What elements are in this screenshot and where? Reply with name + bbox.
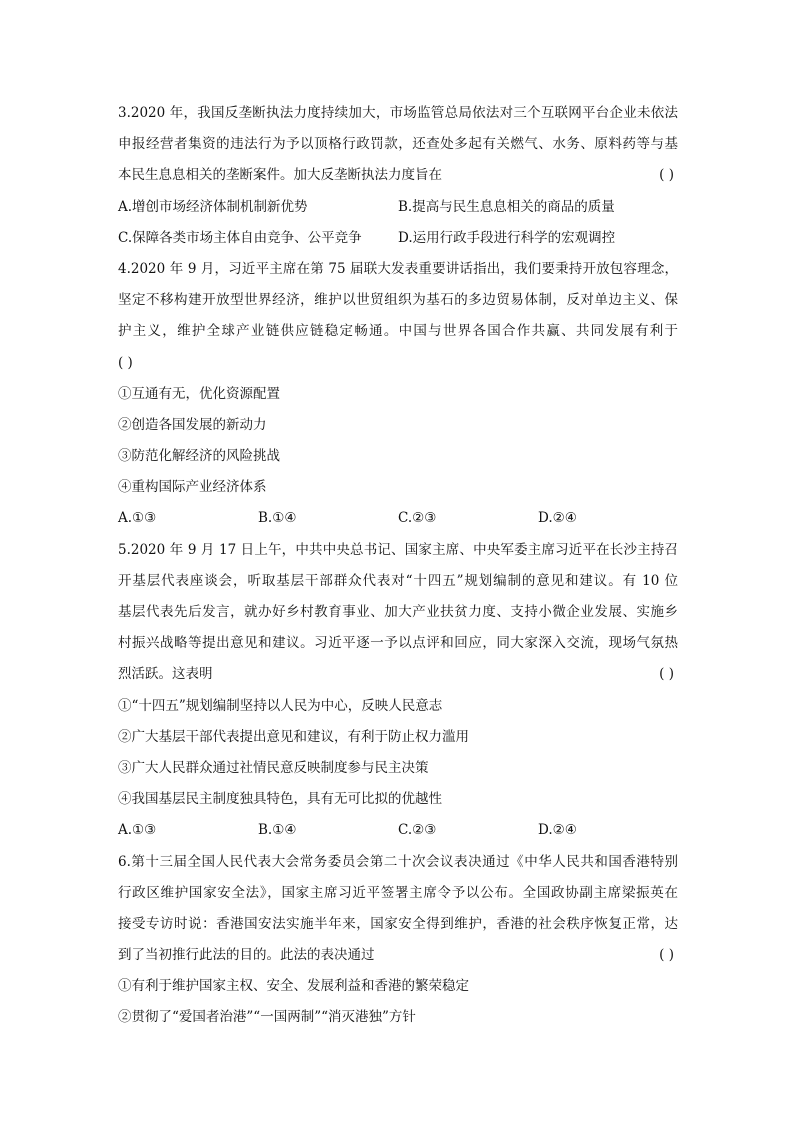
statement-item: ④我国基层民主制度独具特色，具有无可比拟的优越性 <box>118 791 442 808</box>
question-4-line-1: 4.2020 年 9 月，习近平主席在第 75 届联大发表重要讲话指出，我们要秉持开放包容理念， <box>118 260 678 277</box>
question-5-line-3: 基层代表先后发言，就办好乡村教育事业、加大产业扶贫力度、支持小微企业发展、实施乡 <box>118 604 678 620</box>
question-3-line-1: 3.2020 年，我国反垄断执法力度持续加大，市场监管总局依法对三个互联网平台企业未依法 <box>118 105 678 121</box>
question-5-line-2: 开基层代表座谈会，听取基层干部群众代表对“十四五”规划编制的意见和建议。有 10 位 <box>118 572 678 589</box>
question-5-stem-end: 烈活跃。这表明 <box>118 666 213 683</box>
question-5-options <box>118 815 678 846</box>
statement-item: ②广大基层干部代表提出意见和建议，有利于防止权力滥用 <box>118 728 469 745</box>
option-b: B.①④ <box>258 510 297 527</box>
statement-item: ②创造各国发展的新动力 <box>118 416 267 433</box>
option-b: B.①④ <box>258 822 297 839</box>
statement-item: ②贯彻了“爱国者治港”“一国两制”“消灭港独”方针 <box>118 1009 416 1026</box>
option-c: C.②③ <box>398 822 437 839</box>
statement-item: ④重构国际产业经济体系 <box>118 479 267 496</box>
question-6-stem-end: 到了当初推行此法的目的。此法的表决通过 <box>118 947 375 964</box>
exam-page <box>118 98 678 1034</box>
option-b: B.提高与民生息息相关的商品的质量 <box>398 198 615 215</box>
statement-item: ①互通有无，优化资源配置 <box>118 385 280 402</box>
question-4-options <box>118 503 678 534</box>
statement-item: ③防范化解经济的风险挑战 <box>118 448 280 465</box>
question-6-line-4 <box>118 940 678 971</box>
option-c: C.保障各类市场主体自由竞争、公平竞争 <box>118 229 362 246</box>
statement-item: ③广大人民群众通过社情民意反映制度参与民主决策 <box>118 759 429 776</box>
question-6-line-2: 行政区维护国家安全法》，国家主席习近平签署主席令予以公布。全国政协副主席梁振英在 <box>118 884 678 901</box>
question-5-line-1: 5.2020 年 9 月 17 日上午，中共中央总书记、国家主席、中央军委主席习近平在长沙主持召 <box>118 541 678 558</box>
option-d: D.②④ <box>538 510 577 527</box>
statement-item: ①“十四五”规划编制坚持以人民为中心，反映人民意志 <box>118 697 443 714</box>
option-a: A.①③ <box>118 510 157 527</box>
question-3-options-row-2 <box>118 223 678 254</box>
question-6-line-3: 接受专访时说：香港国安法实施半年来，国家安全得到维护，香港的社会秩序恢复正常，达 <box>118 915 678 932</box>
question-5 <box>118 535 678 847</box>
question-4 <box>118 254 678 535</box>
option-a: A.增创市场经济体制机制新优势 <box>118 198 308 215</box>
question-5-line-5 <box>118 659 678 690</box>
question-3 <box>118 98 678 254</box>
question-6 <box>118 847 678 1034</box>
question-3-line-3 <box>118 160 678 191</box>
question-4-line-2: 坚定不移构建开放型世界经济，维护以世贸组织为基石的多边贸易体制，反对单边主义、保 <box>118 292 678 309</box>
option-a: A.①③ <box>118 822 157 839</box>
question-5-line-4: 村振兴战略等提出意见和建议。习近平逐一予以点评和回应，同大家深入交流，现场气氛热 <box>118 635 678 652</box>
option-d: D.运用行政手段进行科学的宏观调控 <box>398 229 616 246</box>
option-c: C.②③ <box>398 510 437 527</box>
question-3-stem-end: 本民生息息相关的垄断案件。加大反垄断执法力度旨在 <box>118 167 442 184</box>
statement-item: ①有利于维护国家主权、安全、发展利益和香港的繁荣稳定 <box>118 978 469 995</box>
answer-paren: ( ) <box>118 354 133 371</box>
question-3-options-row-1 <box>118 192 678 223</box>
answer-paren: ( ) <box>659 947 674 964</box>
question-6-line-1: 6.第十三届全国人民代表大会常务委员会第二十次会议表决通过《中华人民共和国香港特别 <box>118 853 678 870</box>
answer-paren: ( ) <box>659 666 674 683</box>
question-4-line-3: 护主义，维护全球产业链供应链稳定畅通。中国与世界各国合作共赢、共同发展有利于 <box>118 323 678 340</box>
option-d: D.②④ <box>538 822 577 839</box>
answer-paren: ( ) <box>659 167 674 184</box>
question-3-line-2: 申报经营者集资的违法行为予以顶格行政罚款，还查处多起有关燃气、水务、原料药等与基 <box>118 136 678 153</box>
